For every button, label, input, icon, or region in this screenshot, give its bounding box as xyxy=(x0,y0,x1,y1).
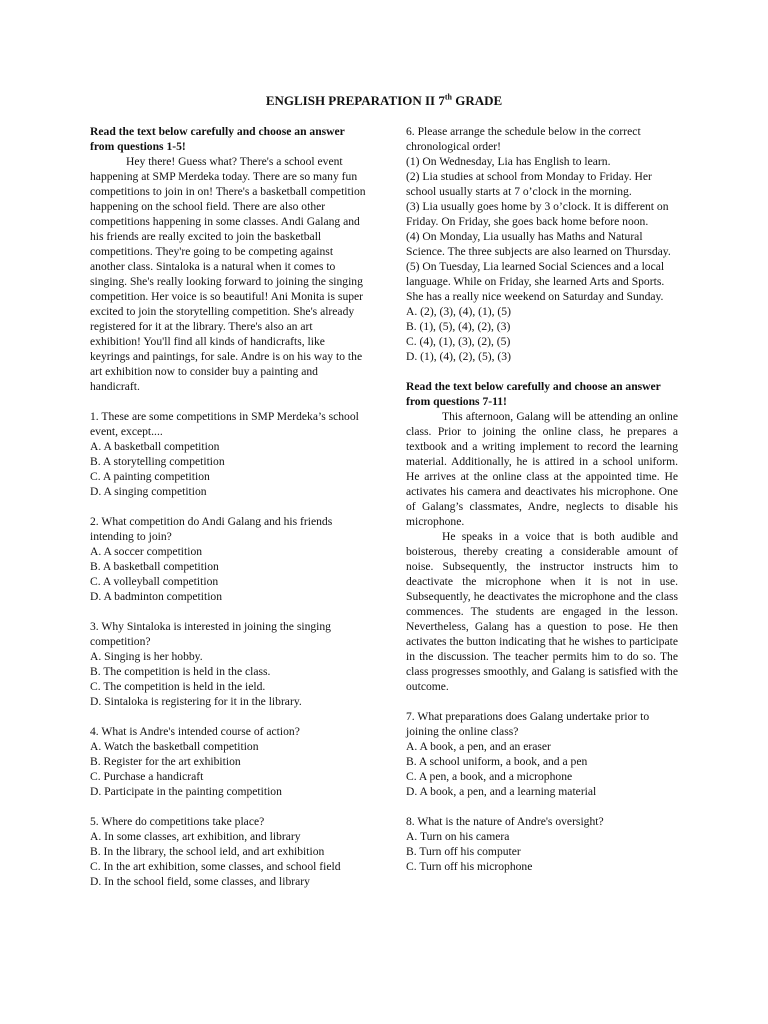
question-4 xyxy=(90,724,366,799)
option-b: B. (1), (5), (4), (2), (3) xyxy=(406,320,511,333)
title-end: GRADE xyxy=(451,93,503,108)
schedule-item-5: (5) On Tuesday, Lia learned Social Sciences and a local language. While on Friday, she learned Arts and Sports. She has a really nice weekend on Saturday and Sunday. xyxy=(406,260,665,303)
question-1 xyxy=(90,409,366,499)
question-8 xyxy=(406,814,678,874)
schedule-item-1: (1) On Wednesday, Lia has English to learn. xyxy=(406,155,611,168)
instruction-questions-7-11: Read the text below carefully and choose an answer from questions 7-11! xyxy=(406,380,661,408)
reading-passage-2-paragraph-1: This afternoon, Galang will be attending an online class. Prior to joining the online class, he prepares a textbook and a writing implement to record the learning material. Additionally, he is attired in a school uniform. He arrives at the online class at the appointed time. He activates his camera and deactivates his microphone. One of Galang’s classmates, Andre, neglects to disable his microphone. xyxy=(406,410,678,528)
option-a: A. Watch the basketball competition xyxy=(90,740,259,753)
option-d: D. A singing competition xyxy=(90,485,207,498)
schedule-item-3: (3) Lia usually goes home by 3 o’clock. It is different on Friday. On Friday, she goes back home before noon. xyxy=(406,200,669,228)
option-b: B. A basketball competition xyxy=(90,560,219,573)
option-b: B. A storytelling competition xyxy=(90,455,225,468)
option-c: C. The competition is held in the ield. xyxy=(90,680,266,693)
left-column xyxy=(90,124,366,889)
title-main: ENGLISH PREPARATION II 7 xyxy=(265,93,445,108)
question-5 xyxy=(90,814,366,889)
option-c: C. A volleyball competition xyxy=(90,575,219,588)
option-d: D. In the school field, some classes, and library xyxy=(90,875,310,888)
option-b: B. In the library, the school ield, and art exhibition xyxy=(90,845,325,858)
page-title xyxy=(0,93,768,109)
option-b: B. The competition is held in the class. xyxy=(90,665,271,678)
option-a: A. (2), (3), (4), (1), (5) xyxy=(406,305,511,318)
option-d: D. Participate in the painting competition xyxy=(90,785,282,798)
option-b: B. Turn off his computer xyxy=(406,845,521,858)
question-3 xyxy=(90,619,366,709)
schedule-item-2: (2) Lia studies at school from Monday to Friday. Her school usually starts at 7 o’clock in the morning. xyxy=(406,170,652,198)
title-superscript: th xyxy=(444,92,452,102)
reading-passage-1: Hey there! Guess what? There's a school event happening at SMP Merdeka today. There are so many fun competitions to join in on! There's a basketball competition happening on the school field. There are also other competitions happening in some classes. Andi Galang and his friends are really excited to join the basketball competitions. They're going to be competing against another class. Sintaloka is a natural when it comes to singing. She's really looking forward to joining the singing competition. Her voice is so beautiful! Ani Monita is super excited to join the storytelling competition. She's already registered for it at the library. There's also an art exhibition! You'll find all kinds of handicrafts, like keyrings and paintings, for sale. Andre is on his way to the art exhibition now to consider buy a painting and handicraft. xyxy=(90,155,366,393)
right-column xyxy=(406,124,678,874)
option-d: D. (1), (4), (2), (5), (3) xyxy=(406,350,511,363)
question-7 xyxy=(406,709,678,799)
question-text: 4. What is Andre's intended course of action? xyxy=(90,725,300,738)
option-b: B. Register for the art exhibition xyxy=(90,755,241,768)
question-2 xyxy=(90,514,366,604)
reading-passage-2-paragraph-2: He speaks in a voice that is both audible and boisterous, thereby creating a considerable amount of noise. Subsequently, the instructor instructs him to deactivate the microphone when it is not in use. Subsequently, he deactivates the microphone and the class commences. The students are engaged in the lesson. Nevertheless, Galang has a question to pose. He then activates the button indicating that he wishes to participate in the discussion. The teacher permits him to do so. The class progresses smoothly, and Galang is satisfied with the outcome. xyxy=(406,530,678,693)
option-c: C. (4), (1), (3), (2), (5) xyxy=(406,335,511,348)
option-a: A. In some classes, art exhibition, and library xyxy=(90,830,301,843)
option-a: A. Singing is her hobby. xyxy=(90,650,203,663)
instruction-questions-1-5: Read the text below carefully and choose an answer from questions 1-5! xyxy=(90,125,345,153)
option-a: A. A book, a pen, and an eraser xyxy=(406,740,551,753)
option-c: C. A painting competition xyxy=(90,470,210,483)
question-6 xyxy=(406,124,678,364)
option-a: A. Turn on his camera xyxy=(406,830,510,843)
option-d: D. A book, a pen, and a learning material xyxy=(406,785,597,798)
question-text: 7. What preparations does Galang undertake prior to joining the online class? xyxy=(406,710,650,738)
option-d: D. A badminton competition xyxy=(90,590,223,603)
option-c: C. Purchase a handicraft xyxy=(90,770,204,783)
question-text: 8. What is the nature of Andre's oversight? xyxy=(406,815,604,828)
question-text: 6. Please arrange the schedule below in the correct chronological order! xyxy=(406,125,641,153)
option-a: A. A soccer competition xyxy=(90,545,203,558)
option-c: C. In the art exhibition, some classes, and school field xyxy=(90,860,341,873)
option-c: C. Turn off his microphone xyxy=(406,860,533,873)
schedule-item-4: (4) On Monday, Lia usually has Maths and Natural Science. The three subjects are also learned on Thursday. xyxy=(406,230,671,258)
option-b: B. A school uniform, a book, and a pen xyxy=(406,755,588,768)
option-a: A. A basketball competition xyxy=(90,440,220,453)
question-text: 2. What competition do Andi Galang and his friends intending to join? xyxy=(90,515,333,543)
option-c: C. A pen, a book, and a microphone xyxy=(406,770,573,783)
question-text: 1. These are some competitions in SMP Merdeka’s school event, except.... xyxy=(90,410,359,438)
question-text: 3. Why Sintaloka is interested in joining the singing competition? xyxy=(90,620,331,648)
option-d: D. Sintaloka is registering for it in the library. xyxy=(90,695,302,708)
question-text: 5. Where do competitions take place? xyxy=(90,815,265,828)
